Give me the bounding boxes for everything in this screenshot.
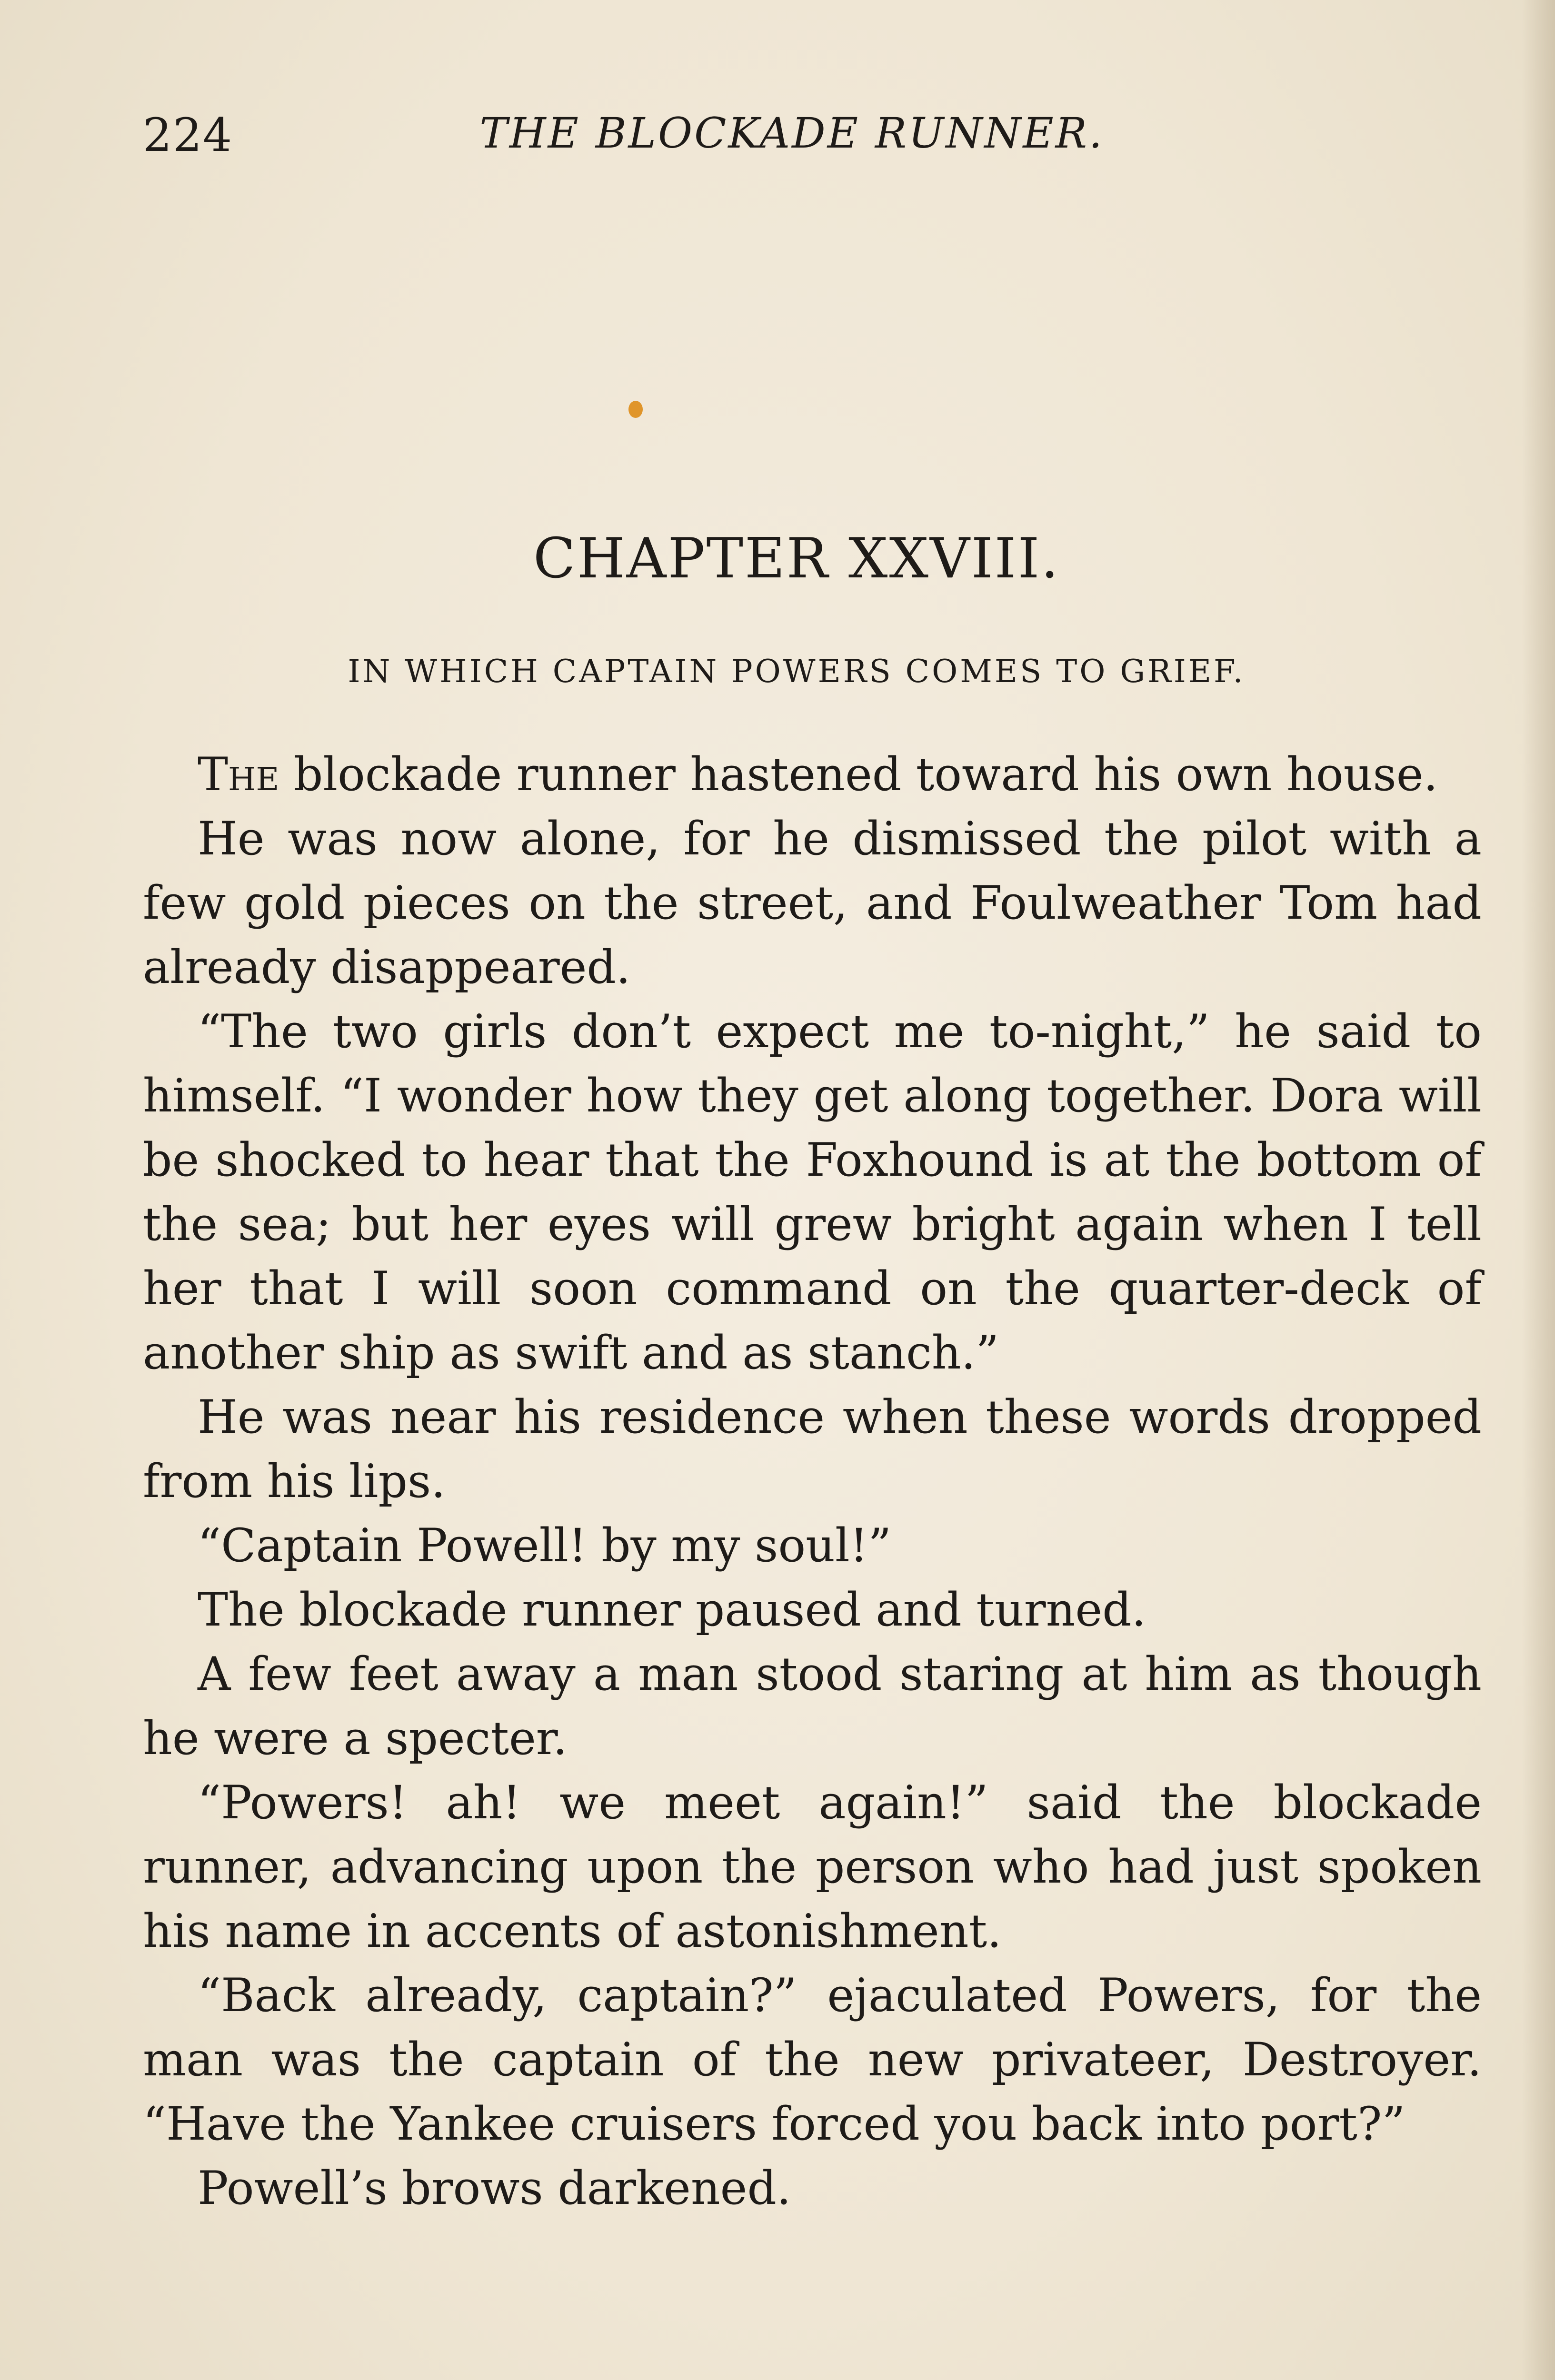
paragraph: “The two girls don’t expect me to-night,” he said to himself. “I wonder how they get along together. Dora will be shocked to hear that the Foxhound is at the bottom of the sea; but her eyes will grew bright again when I tell her that I will soon command on the quarter-deck of another ship as swift and as stanch.” — [143, 1005, 1482, 1379]
paragraph: He was now alone, for he dismissed the pilot with a few gold pieces on the street, and Foulweather Tom had already disappeared. — [143, 812, 1482, 994]
running-title: THE BLOCKADE RUNNER. — [479, 109, 1104, 158]
paragraph: The blockade runner paused and turned. — [198, 1583, 1146, 1636]
paragraph-lead-word: The — [198, 748, 279, 801]
paragraph: “Back already, captain?” ejaculated Powers, for the man was the captain of the new privateer, Destroyer. “Have the Yankee cruisers forced you back into port?” — [143, 1969, 1482, 2151]
chapter-subtitle: IN WHICH CAPTAIN POWERS COMES TO GRIEF. — [348, 653, 1246, 690]
ink-spot-mark — [628, 401, 643, 418]
paragraph-text: blockade runner hastened toward his own house. — [279, 748, 1438, 801]
page-number: 224 — [143, 109, 233, 162]
paragraph: A few feet away a man stood staring at him as though he were a specter. — [143, 1647, 1482, 1765]
paragraph: Powell’s brows darkened. — [198, 2162, 791, 2215]
paragraph: He was near his residence when these words dropped from his lips. — [143, 1390, 1482, 1508]
chapter-body — [143, 743, 1482, 2221]
chapter-title: CHAPTER XXVIII. — [533, 526, 1060, 591]
page-edge-shadow — [1522, 0, 1555, 2380]
paragraph: “Powers! ah! we meet again!” said the blockade runner, advancing upon the person who had just spoken his name in accents of astonishment. — [143, 1776, 1482, 1958]
paragraph — [143, 743, 1482, 807]
paragraph: “Captain Powell! by my soul!” — [198, 1519, 892, 1572]
